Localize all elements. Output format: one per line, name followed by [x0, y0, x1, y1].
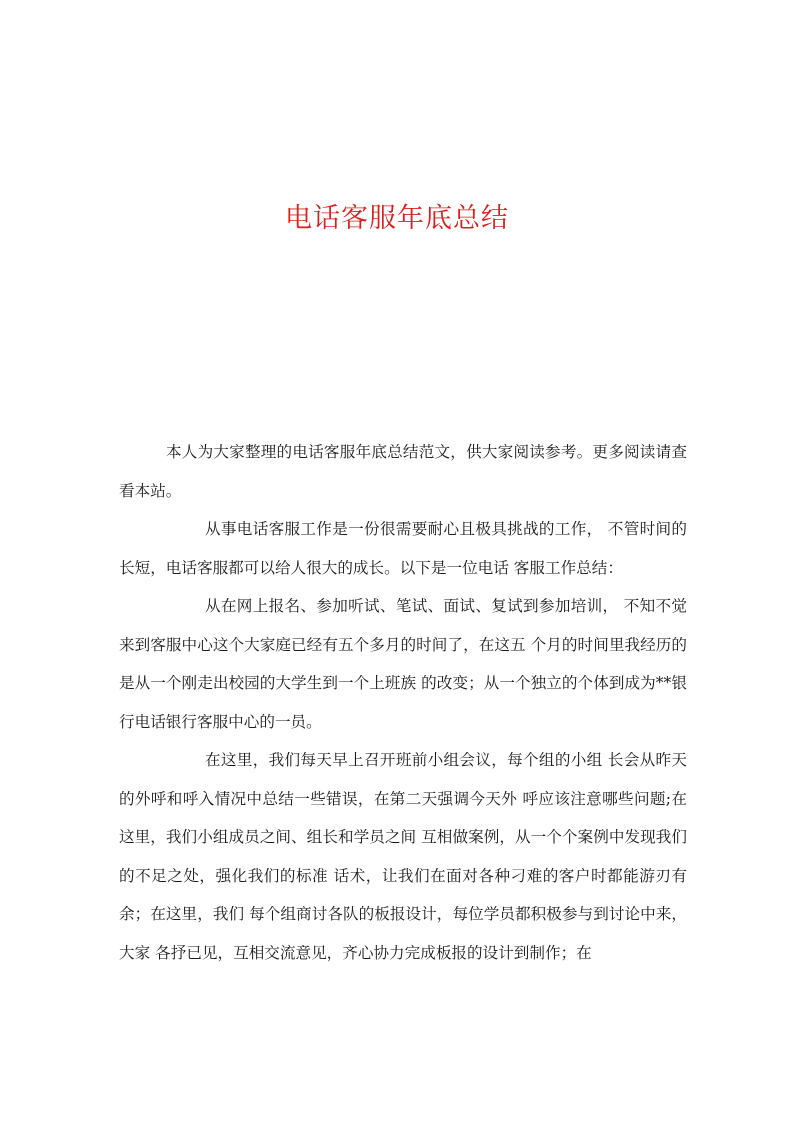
document-body	[119, 433, 687, 972]
paragraph-experience: 从在网上报名、参加听试、笔试、面试、复试到参加培训， 不知不觉来到客服中心这个大家庭已经有五个多月的时间了，在这五 个月的时间里我经历的是从一个刚走出校园的大学生到一个上班族 的改变；从一个独立的个体到成为**银行电话银行客服中心的一员。	[119, 597, 687, 731]
paragraph-job-description: 从事电话客服工作是一份很需要耐心且极具挑战的工作， 不管时间的长短，电话客服都可以给人很大的成长。以下是一位电话 客服工作总结：	[119, 520, 687, 577]
document-title: 电话客服年底总结	[285, 203, 509, 234]
paragraph-intro: 本人为大家整理的电话客服年底总结范文，供大家阅读参考。更多阅读请查看本站。	[119, 443, 687, 500]
paragraph-daily-work: 在这里，我们每天早上召开班前小组会议，每个组的小组 长会从昨天的外呼和呼入情况中总结一些错误，在第二天强调今天外 呼应该注意哪些问题;在这里，我们小组成员之间、组长和学员之间 互相做案例，从一个个案例中发现我们的不足之处，强化我们的标准 话术，让我们在面对各种刁难的客户时都能游刃有余；在这里，我们 每个组商讨各队的板报设计，每位学员都积极参与到讨论中来，大家 各抒已见，互相交流意见，齐心协力完成板报的设计到制作；在	[119, 751, 687, 962]
